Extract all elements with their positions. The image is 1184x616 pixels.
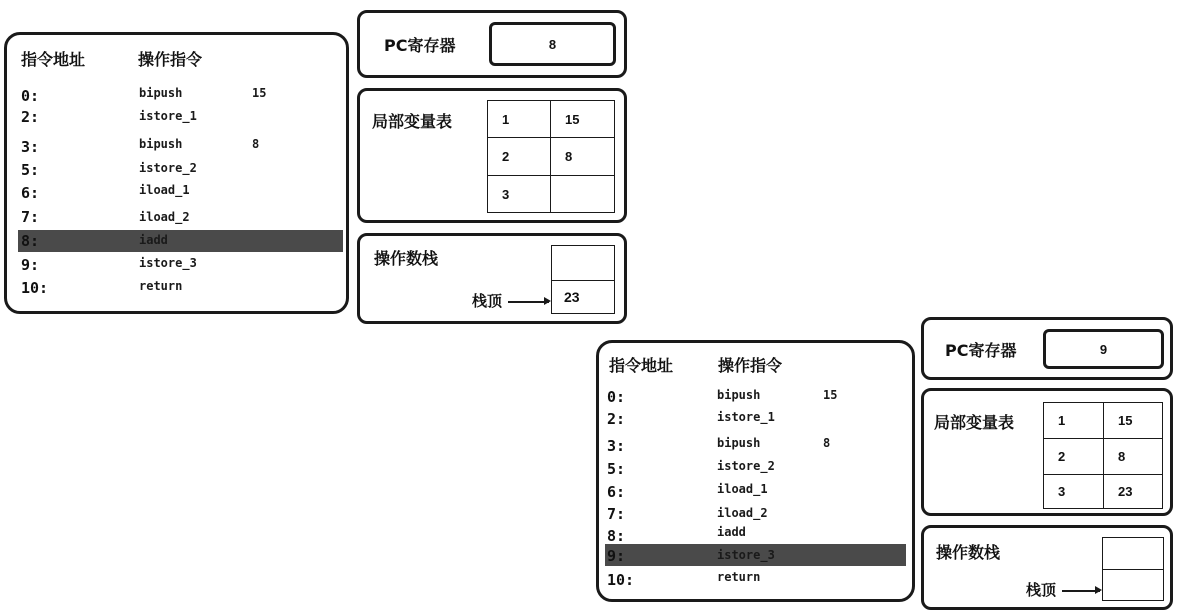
instr-addr: 5: <box>21 161 40 179</box>
instr-op: istore_2 <box>717 459 775 473</box>
instr-addr: 10: <box>607 571 635 589</box>
instr-op: istore_1 <box>139 109 197 123</box>
operand-stack-label: 操作数栈 <box>374 249 439 268</box>
pc-register-value: 9 <box>1043 329 1164 369</box>
instr-addr: 0: <box>21 87 40 105</box>
instr-addr: 9: <box>607 547 626 565</box>
addr-col-header: 指令地址 <box>609 356 674 375</box>
instr-addr: 3: <box>21 138 40 156</box>
instr-addr: 7: <box>21 208 40 226</box>
operand-stack-panel-2 <box>921 525 1173 610</box>
instr-addr: 5: <box>607 460 626 478</box>
lvt-index: 3 <box>1044 475 1104 509</box>
instr-addr: 6: <box>607 483 626 501</box>
lvt-index: 2 <box>488 138 551 176</box>
instr-addr: 2: <box>607 410 626 428</box>
instr-op: bipush <box>139 137 183 151</box>
instr-addr: 0: <box>607 388 626 406</box>
instr-addr: 9: <box>21 256 40 274</box>
pc-register-label: PC寄存器 <box>384 36 456 55</box>
instr-arg: 8 <box>823 436 831 450</box>
stack-slot <box>551 245 615 281</box>
lvt-value <box>551 176 615 213</box>
op-col-header: 操作指令 <box>138 50 203 69</box>
lvt-index: 1 <box>488 101 551 138</box>
instr-addr: 8: <box>607 527 626 545</box>
stack-slot-top <box>1102 569 1164 601</box>
instr-op: iload_1 <box>139 183 190 197</box>
local-variable-panel-2 <box>921 388 1173 516</box>
op-col-header: 操作指令 <box>718 356 783 375</box>
pc-register-panel-2 <box>921 317 1173 380</box>
lvt-index: 1 <box>1044 403 1104 439</box>
instr-op: iload_1 <box>717 482 768 496</box>
local-variable-label: 局部变量表 <box>372 112 453 131</box>
instr-op: iload_2 <box>717 506 768 520</box>
local-variable-panel-1 <box>357 88 627 223</box>
lvt-index: 2 <box>1044 439 1104 475</box>
pc-register-panel-1 <box>357 10 627 78</box>
instr-op: istore_3 <box>717 548 775 562</box>
instr-op: istore_1 <box>717 410 775 424</box>
instr-op: bipush <box>717 436 761 450</box>
instr-arg: 8 <box>252 137 260 151</box>
instr-arg: 15 <box>823 388 838 402</box>
local-variable-label: 局部变量表 <box>934 413 1015 432</box>
stack-top-label: 栈顶 <box>472 292 503 310</box>
instr-addr: 7: <box>607 505 626 523</box>
instr-op: iadd <box>717 525 746 539</box>
current-instruction-highlight <box>18 230 343 252</box>
lvt-value: 8 <box>1104 439 1163 475</box>
instr-arg: 15 <box>252 86 267 100</box>
instr-op: istore_2 <box>139 161 197 175</box>
lvt-value: 15 <box>1104 403 1163 439</box>
instr-addr: 8: <box>21 232 40 250</box>
stack-top-arrow <box>1062 590 1100 592</box>
operand-stack-label: 操作数栈 <box>936 543 1001 562</box>
addr-col-header: 指令地址 <box>21 50 86 69</box>
lvt-index: 3 <box>488 176 551 213</box>
instr-op: bipush <box>139 86 183 100</box>
instr-addr: 10: <box>21 279 49 297</box>
instr-addr: 6: <box>21 184 40 202</box>
lvt-value: 15 <box>551 101 615 138</box>
instr-addr: 2: <box>21 108 40 126</box>
pc-register-label: PC寄存器 <box>945 341 1017 360</box>
stack-slot <box>1102 537 1164 570</box>
local-variable-table <box>487 100 615 213</box>
instruction-panel-2 <box>596 340 915 602</box>
instr-op: bipush <box>717 388 761 402</box>
operand-stack-panel-1 <box>357 233 627 324</box>
instr-op: iadd <box>139 233 168 247</box>
instr-addr: 3: <box>607 437 626 455</box>
instr-op: iload_2 <box>139 210 190 224</box>
instr-op: istore_3 <box>139 256 197 270</box>
local-variable-table <box>1043 402 1163 509</box>
pc-register-value: 8 <box>489 22 616 66</box>
stack-slot-top: 23 <box>551 280 615 314</box>
instruction-panel-1 <box>4 32 349 314</box>
instr-op: return <box>717 570 761 584</box>
instr-op: return <box>139 279 183 293</box>
stack-top-arrow <box>508 301 549 303</box>
lvt-value: 23 <box>1104 475 1163 509</box>
stack-top-label: 栈顶 <box>1026 581 1057 599</box>
lvt-value: 8 <box>551 138 615 176</box>
